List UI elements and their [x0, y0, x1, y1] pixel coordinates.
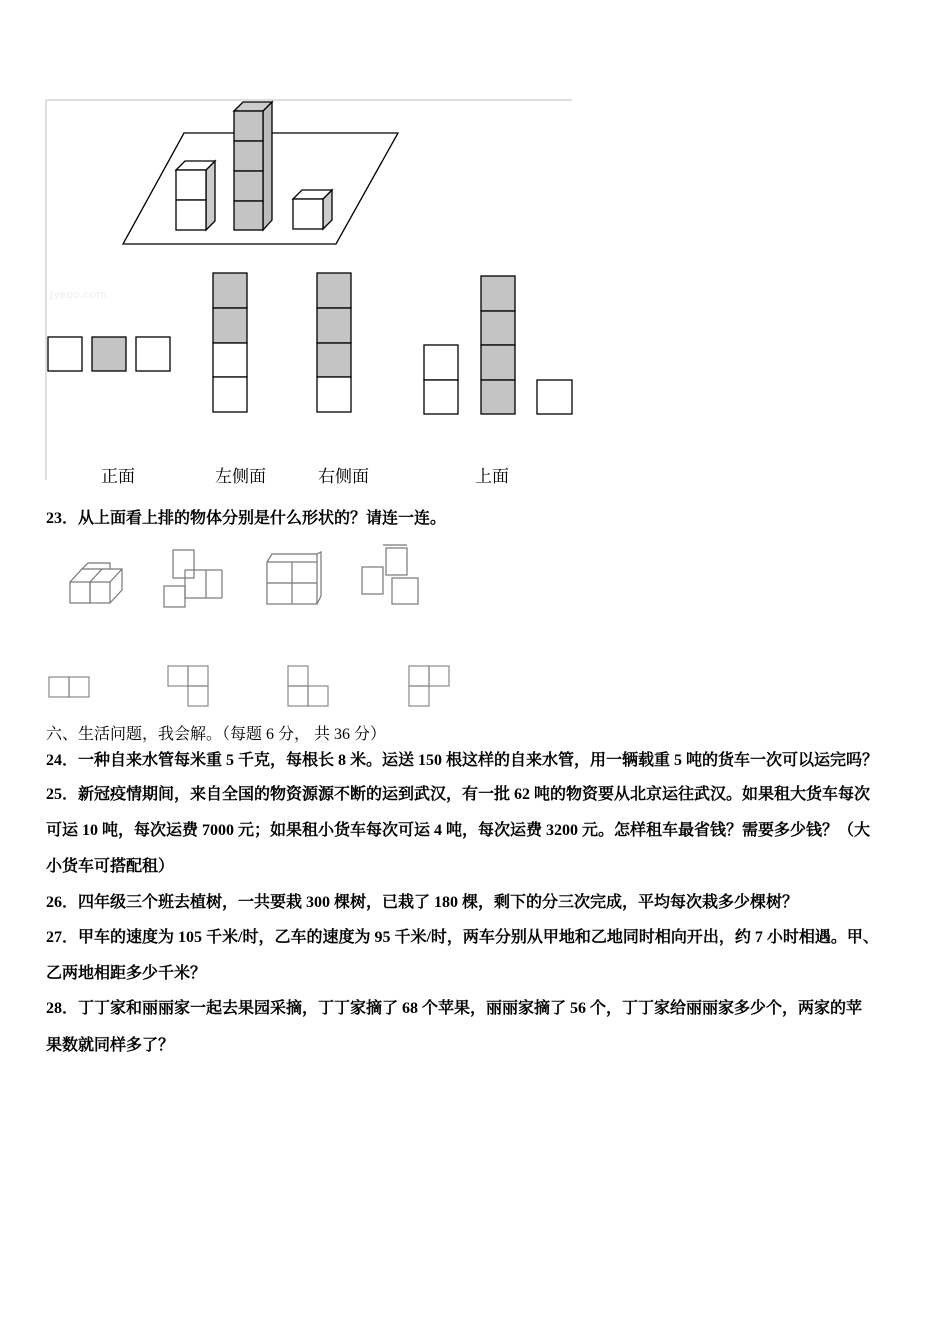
- label-front: 正面: [101, 467, 135, 487]
- question-24: 24．一种自来水管每米重 5 千克，每根长 8 米。运送 150 根这样的自来水管，用一辆载重 5 吨的货车一次可以运完吗？: [46, 752, 879, 769]
- question-28-line-2: 果数就同样多了？: [46, 1037, 175, 1054]
- label-right-side: 右侧面: [318, 467, 369, 487]
- solid-1: [70, 563, 122, 603]
- top-view: [424, 276, 572, 414]
- left-cube-stack: [176, 161, 215, 230]
- q23-solids: [70, 545, 418, 607]
- section-heading: 六、生活问题，我会解。（每题 6 分， 共 36 分）: [46, 726, 387, 743]
- single-cube: [293, 190, 332, 229]
- solid-3: [267, 552, 321, 604]
- label-left-side: 左侧面: [215, 467, 266, 487]
- label-top: 上面: [475, 467, 509, 487]
- solid-4: [362, 545, 418, 604]
- question-28-line-1: 28．丁丁家和丽丽家一起去果园采摘，丁丁家摘了 68 个苹果，丽丽家摘了 56 个，丁丁家给丽丽家多少个，两家的苹: [46, 1000, 863, 1017]
- plan-4: [409, 666, 449, 706]
- question-25-line-2: 可运 10 吨，每次运费 7000 元；如果租小货车每次可运 4 吨，每次运费 3200 元。怎样租车最省钱？需要多少钱？（大: [46, 822, 871, 839]
- plan-2: [168, 666, 208, 706]
- front-view: [48, 337, 170, 371]
- q23-top-views: [49, 666, 449, 706]
- question-27-line-2: 乙两地相距多少千米？: [46, 965, 207, 982]
- question-25-line-1: 25．新冠疫情期间，来自全国的物资源源不断的运到武汉，有一批 62 吨的物资要从北京运往武汉。如果租大货车每次: [46, 786, 871, 803]
- solid-2: [164, 550, 222, 607]
- tall-cube-stack: [234, 102, 272, 230]
- question-26: 26．四年级三个班去植树，一共要栽 300 棵树，已栽了 180 棵，剩下的分三次完成，平均每次栽多少棵树？: [46, 894, 799, 911]
- question-25-line-3: 小货车可搭配租）: [46, 858, 175, 875]
- right-side-view: [317, 273, 351, 412]
- left-side-view: [213, 273, 247, 412]
- plan-1: [49, 677, 89, 697]
- watermark: Jyeoo.com: [50, 288, 107, 301]
- plan-3: [288, 666, 328, 706]
- question-23: 23．从上面看上排的物体分别是什么形状的？请连一连。: [46, 510, 447, 527]
- question-27-line-1: 27．甲车的速度为 105 千米/时，乙车的速度为 95 千米/时，两车分别从甲地和乙地同时相向开出，约 7 小时相遇。甲、: [46, 929, 879, 946]
